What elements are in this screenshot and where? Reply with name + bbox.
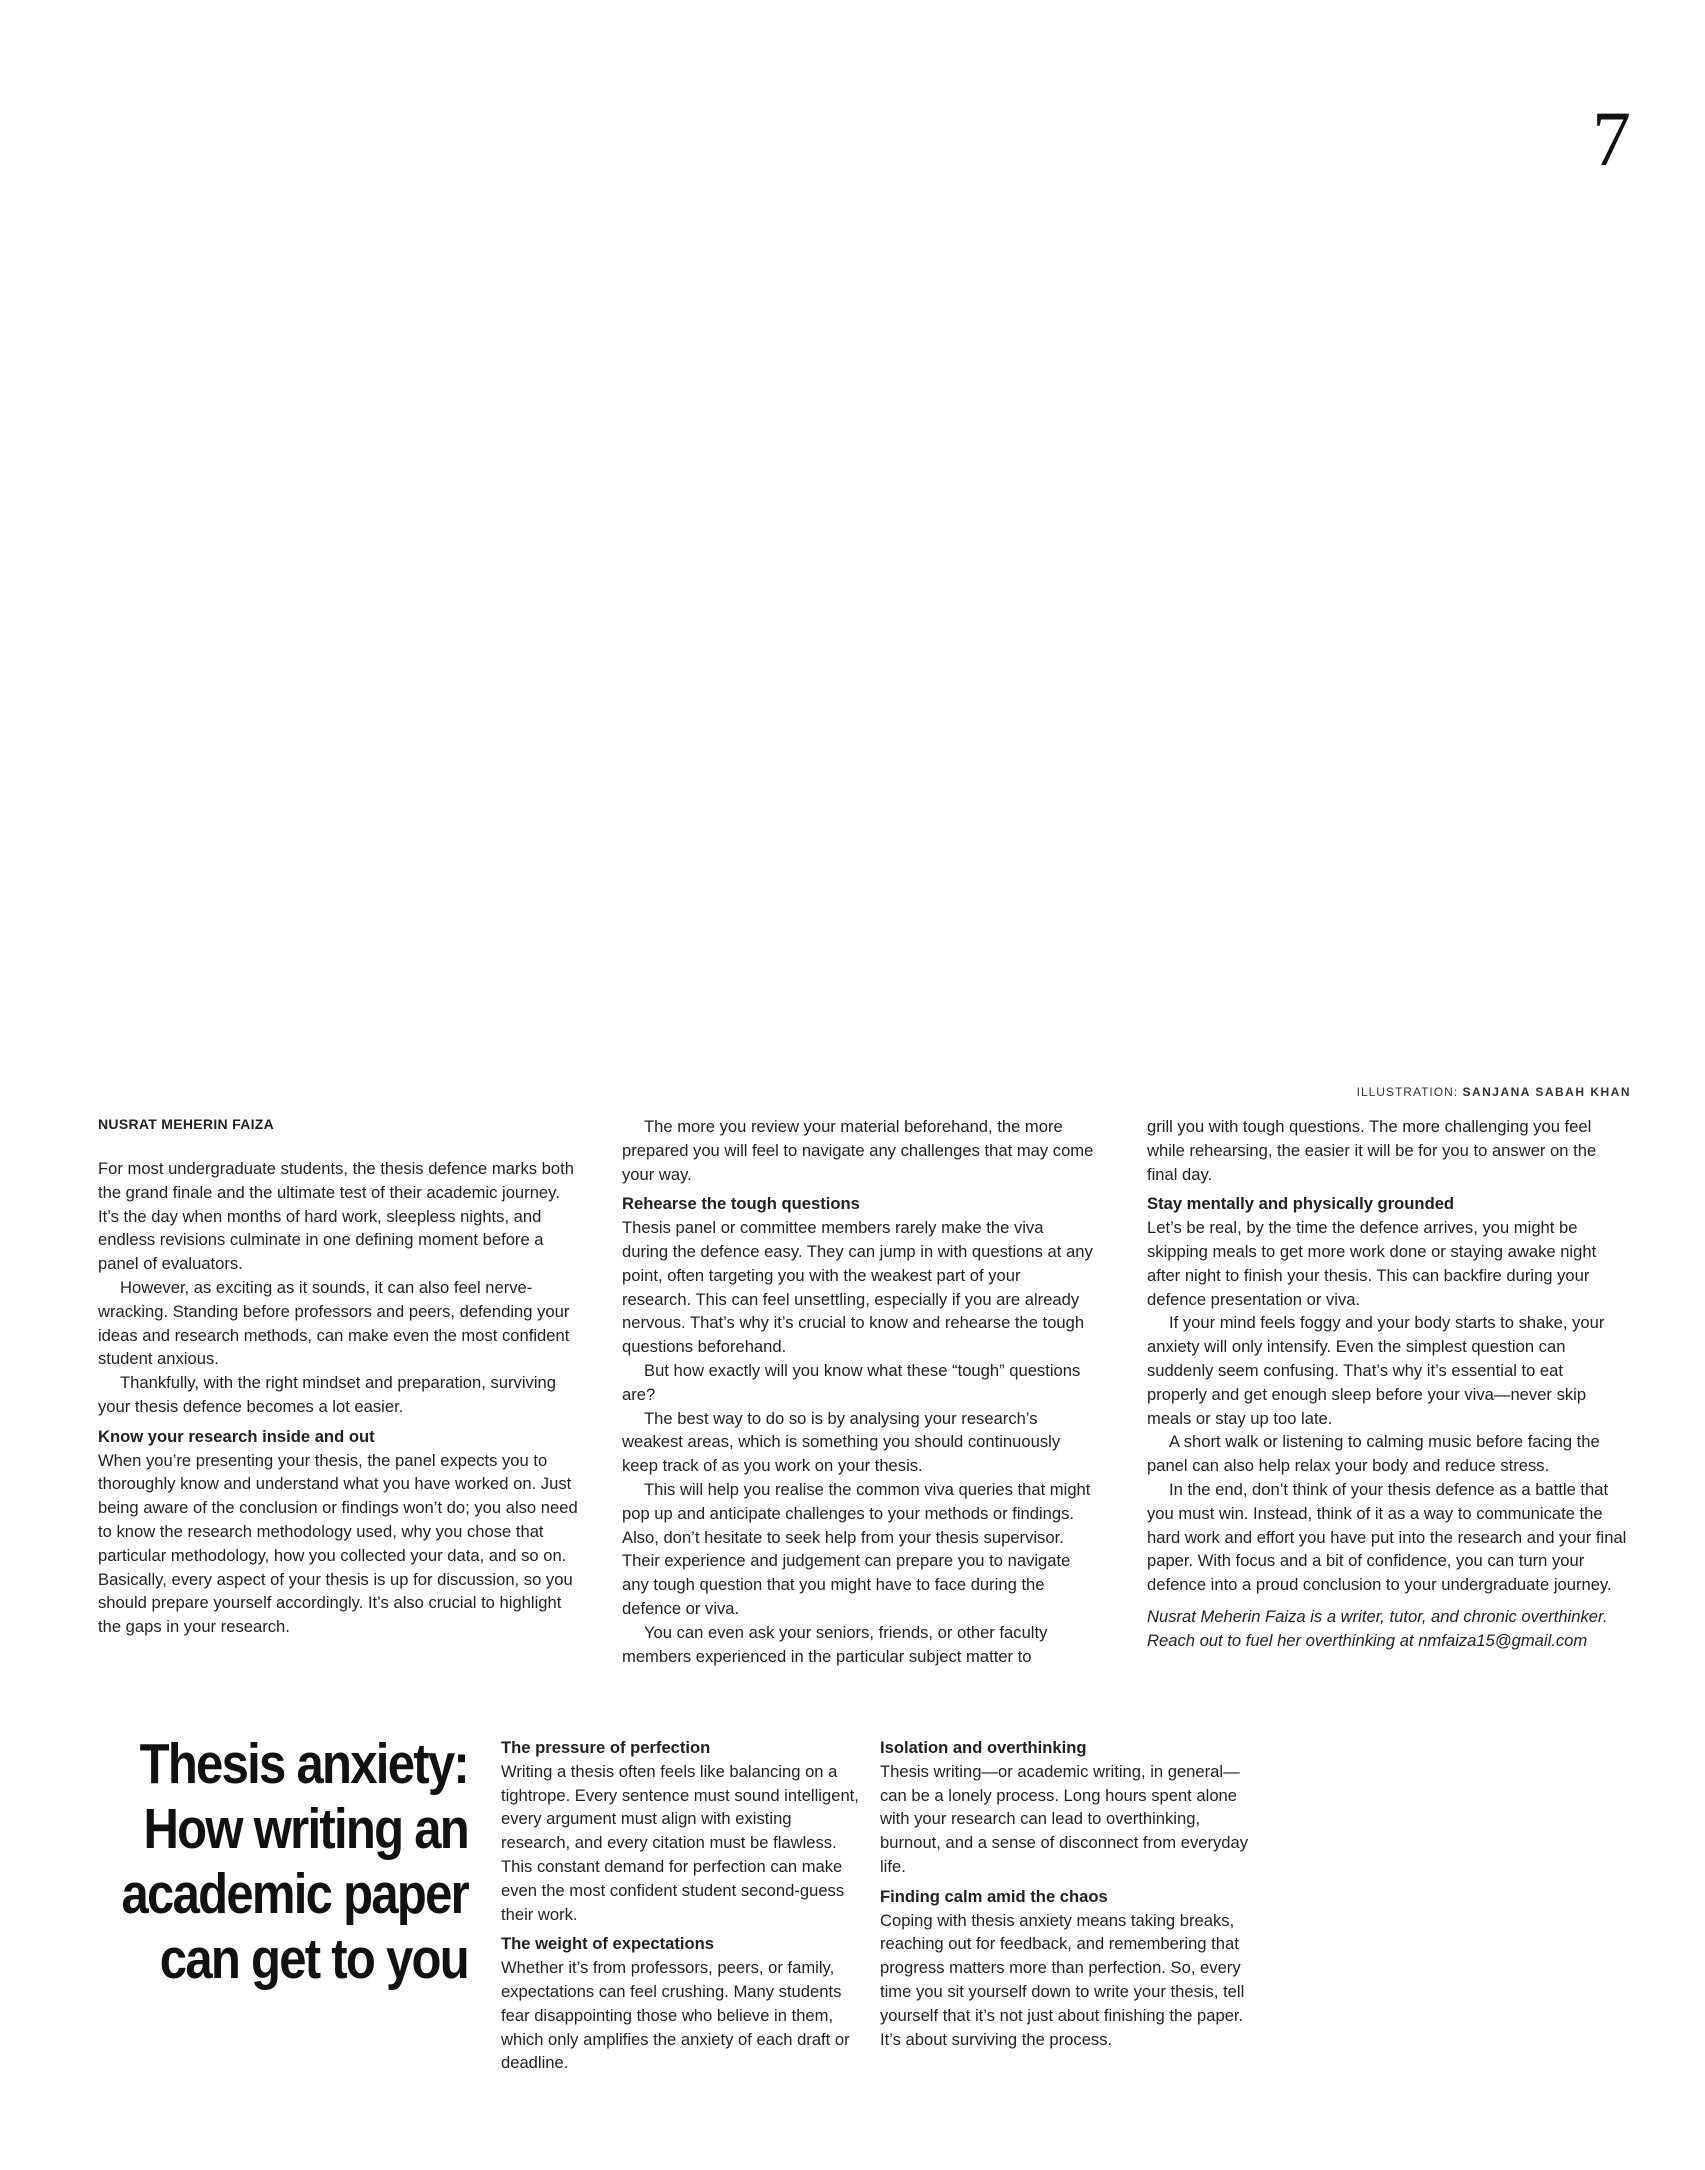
paragraph: When you’re presenting your thesis, the panel expects you to thoroughly know and understand what you have worked on. Just being aware of the conclusion or findings won’t do; you also need to know the research methodology used, why you chose that particular methodology, how you collected your data, and so on. Basically, every aspect of your thesis is up for discussion, so you should prepare yourself accordingly. It’s also crucial to highlight the gaps in your research.	[98, 1450, 578, 1637]
section-heading: Stay mentally and physically grounded	[1147, 1194, 1455, 1214]
article-column-1	[98, 1114, 578, 1639]
section-heading: Know your research inside and out	[98, 1426, 375, 1446]
illustration-credit-label: ILLUSTRATION:	[1356, 1085, 1459, 1099]
paragraph: However, as exciting as it sounds, it can also feel nerve-wracking. Standing before professors and peers, defending your ideas and research methods, can make even the most confident student anxious.	[98, 1277, 570, 1369]
paragraph: You can even ask your seniors, friends, or other faculty members experienced in the particular subject matter to	[622, 1622, 1048, 1666]
paragraph: Writing a thesis often feels like balancing on a tightrope. Every sentence must sound intelligent, every argument must align with existing research, and every citation must be flawless. This constant demand for perfection can make even the most confident student second-guess their work.	[501, 1761, 859, 1924]
paragraph: A short walk or listening to calming music before facing the panel can also help relax your body and reduce stress.	[1147, 1432, 1600, 1476]
section-heading: Rehearse the tough questions	[622, 1194, 860, 1214]
paragraph: Whether it’s from professors, peers, or family, expectations can feel crushing. Many students fear disappointing those who believe in them, which only amplifies the anxiety of each draft or deadline.	[501, 1958, 850, 2073]
sidebar-heading: Finding calm amid the chaos	[880, 1886, 1108, 1906]
paragraph: The best way to do so is by analysing your research’s weakest areas, which is something you should continuously keep track of as you work on your thesis.	[622, 1408, 1061, 1476]
paragraph: This will help you realise the common viva queries that might pop up and anticipate challenges to your methods or findings. Also, don’t hesitate to seek help from your thesis supervisor. Their experience and judgement can prepare you to navigate any tough question that you might have to face during the defence or viva.	[622, 1479, 1091, 1618]
sidebar-column-1	[501, 1736, 859, 2075]
sidebar-heading: The pressure of perfection	[501, 1738, 711, 1757]
paragraph: But how exactly will you know what these “tough” questions are?	[622, 1360, 1081, 1404]
illustration-credit	[1357, 1085, 1631, 1099]
paragraph: Thesis panel or committee members rarely make the viva during the defence easy. They can jump in with questions at any point, often targeting you with the weakest part of your research. This can feel unsettling, especially if you are already nervous. That’s why it’s crucial to know and rehearse the tough questions beforehand.	[622, 1218, 1093, 1357]
headline: Thesis anxiety: How writing an academic paper can get to you	[121, 1732, 469, 1991]
author-byline: NUSRAT MEHERIN FAIZA	[98, 1116, 275, 1132]
paragraph: grill you with tough questions. The more challenging you feel while rehearsing, the easier it will be for you to answer on the final day.	[1147, 1117, 1597, 1184]
paragraph: If your mind feels foggy and your body starts to shake, your anxiety will only intensify. Even the simplest question can suddenly seem confusing. That’s why it’s essential to eat properly and get enough sleep before your viva—never skip meals or stay up too late.	[1147, 1313, 1605, 1428]
paragraph: The more you review your material beforehand, the more prepared you will feel to navigate any challenges that may come your way.	[622, 1117, 1094, 1184]
paragraph: Coping with thesis anxiety means taking breaks, reaching out for feedback, and remembering that progress matters more than perfection. So, every time you sit yourself down to write your thesis, tell yourself that it’s not just about finishing the paper. It’s about surviving the process.	[880, 1910, 1245, 2049]
paragraph: Thesis writing—or academic writing, in general—can be a lonely process. Long hours spent alone with your research can lead to overthinking, burnout, and a sense of disconnect from everyday life.	[880, 1761, 1249, 1876]
article-column-2	[622, 1115, 1094, 1668]
paragraph: Let’s be real, by the time the defence arrives, you might be skipping meals to get more work done or staying awake night after night to finish your thesis. This can backfire during your defence presentation or viva.	[1147, 1218, 1597, 1309]
sidebar-heading: Isolation and overthinking	[880, 1738, 1087, 1757]
author-bio: Nusrat Meherin Faiza is a writer, tutor, and chronic overthinker. Reach out to fuel her overthinking at nmfaiza15@gmail.com	[1147, 1606, 1608, 1650]
paragraph: In the end, don’t think of your thesis defence as a battle that you must win. Instead, think of it as a way to communicate the hard work and effort you have put into the research and your final paper. With focus and a bit of confidence, you can turn your defence into a proud conclusion to your undergraduate journey.	[1147, 1479, 1627, 1595]
sidebar-heading: The weight of expectations	[501, 1934, 714, 1954]
page-number: 7	[1592, 95, 1631, 182]
article-column-3	[1147, 1115, 1627, 1653]
illustration-credit-name: SANJANA SABAH KHAN	[1462, 1085, 1631, 1099]
paragraph: Thankfully, with the right mindset and preparation, surviving your thesis defence becomes a lot easier.	[98, 1373, 556, 1416]
paragraph: For most undergraduate students, the thesis defence marks both the grand finale and the ultimate test of their academic journey. It’s the day when months of hard work, sleepless nights, and endless revisions culminate in one defining moment before a panel of evaluators.	[98, 1159, 574, 1274]
sidebar-column-2	[880, 1736, 1250, 2051]
